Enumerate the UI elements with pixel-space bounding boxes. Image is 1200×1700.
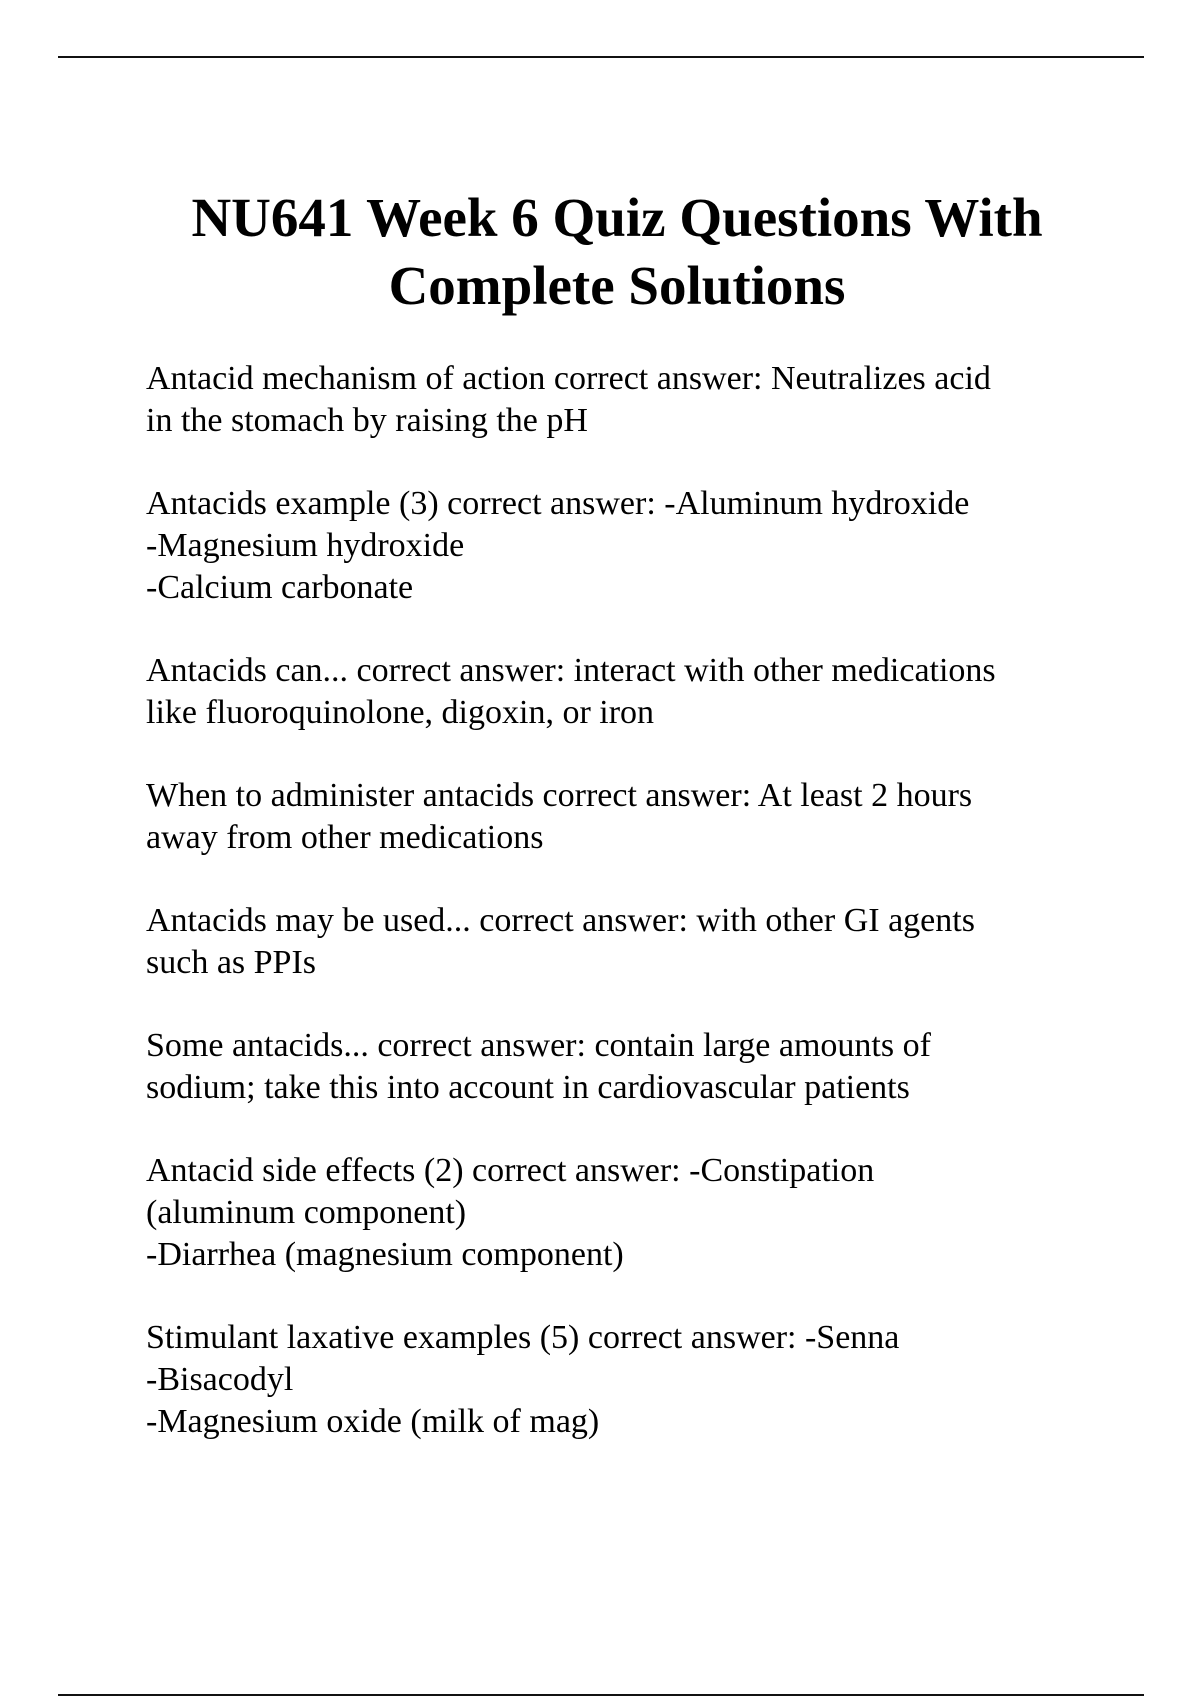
qa-entry [146, 650, 1146, 734]
qa-entry [146, 358, 1146, 442]
qa-line: Antacid mechanism of action correct answer: Neutralizes acid [146, 360, 991, 397]
qa-line: in the stomach by raising the pH [146, 402, 588, 439]
qa-line: Antacids example (3) correct answer: -Aluminum hydroxide [146, 485, 970, 522]
qa-line: (aluminum component) [146, 1194, 467, 1231]
qa-line: -Magnesium hydroxide [146, 527, 465, 564]
qa-line: such as PPIs [146, 944, 317, 981]
qa-entry [146, 900, 1146, 984]
page-title-line: Complete Solutions [388, 255, 846, 316]
qa-entry [146, 1025, 1146, 1109]
qa-line: -Bisacodyl [146, 1361, 294, 1398]
qa-line: sodium; take this into account in cardiovascular patients [146, 1069, 910, 1106]
qa-line: -Magnesium oxide (milk of mag) [146, 1403, 600, 1440]
qa-list [146, 358, 1146, 1484]
qa-entry [146, 775, 1146, 859]
qa-line: Stimulant laxative examples (5) correct answer: -Senna [146, 1319, 900, 1356]
bottom-rule [58, 1694, 1144, 1696]
qa-line: Antacids can... correct answer: interact with other medications [146, 652, 996, 689]
qa-line: away from other medications [146, 819, 544, 856]
qa-line: -Calcium carbonate [146, 569, 414, 606]
qa-line: Antacid side effects (2) correct answer: -Constipation [146, 1152, 875, 1189]
qa-line: -Diarrhea (magnesium component) [146, 1236, 624, 1273]
qa-entry [146, 1150, 1146, 1276]
top-rule [58, 56, 1144, 58]
page-title-line: NU641 Week 6 Quiz Questions With [191, 187, 1043, 248]
qa-line: Antacids may be used... correct answer: with other GI agents [146, 902, 975, 939]
qa-entry [146, 483, 1146, 609]
qa-entry [146, 1317, 1146, 1443]
qa-line: Some antacids... correct answer: contain large amounts of [146, 1027, 931, 1064]
qa-line: like fluoroquinolone, digoxin, or iron [146, 694, 655, 731]
page-title [100, 184, 1134, 320]
qa-line: When to administer antacids correct answer: At least 2 hours [146, 777, 973, 814]
